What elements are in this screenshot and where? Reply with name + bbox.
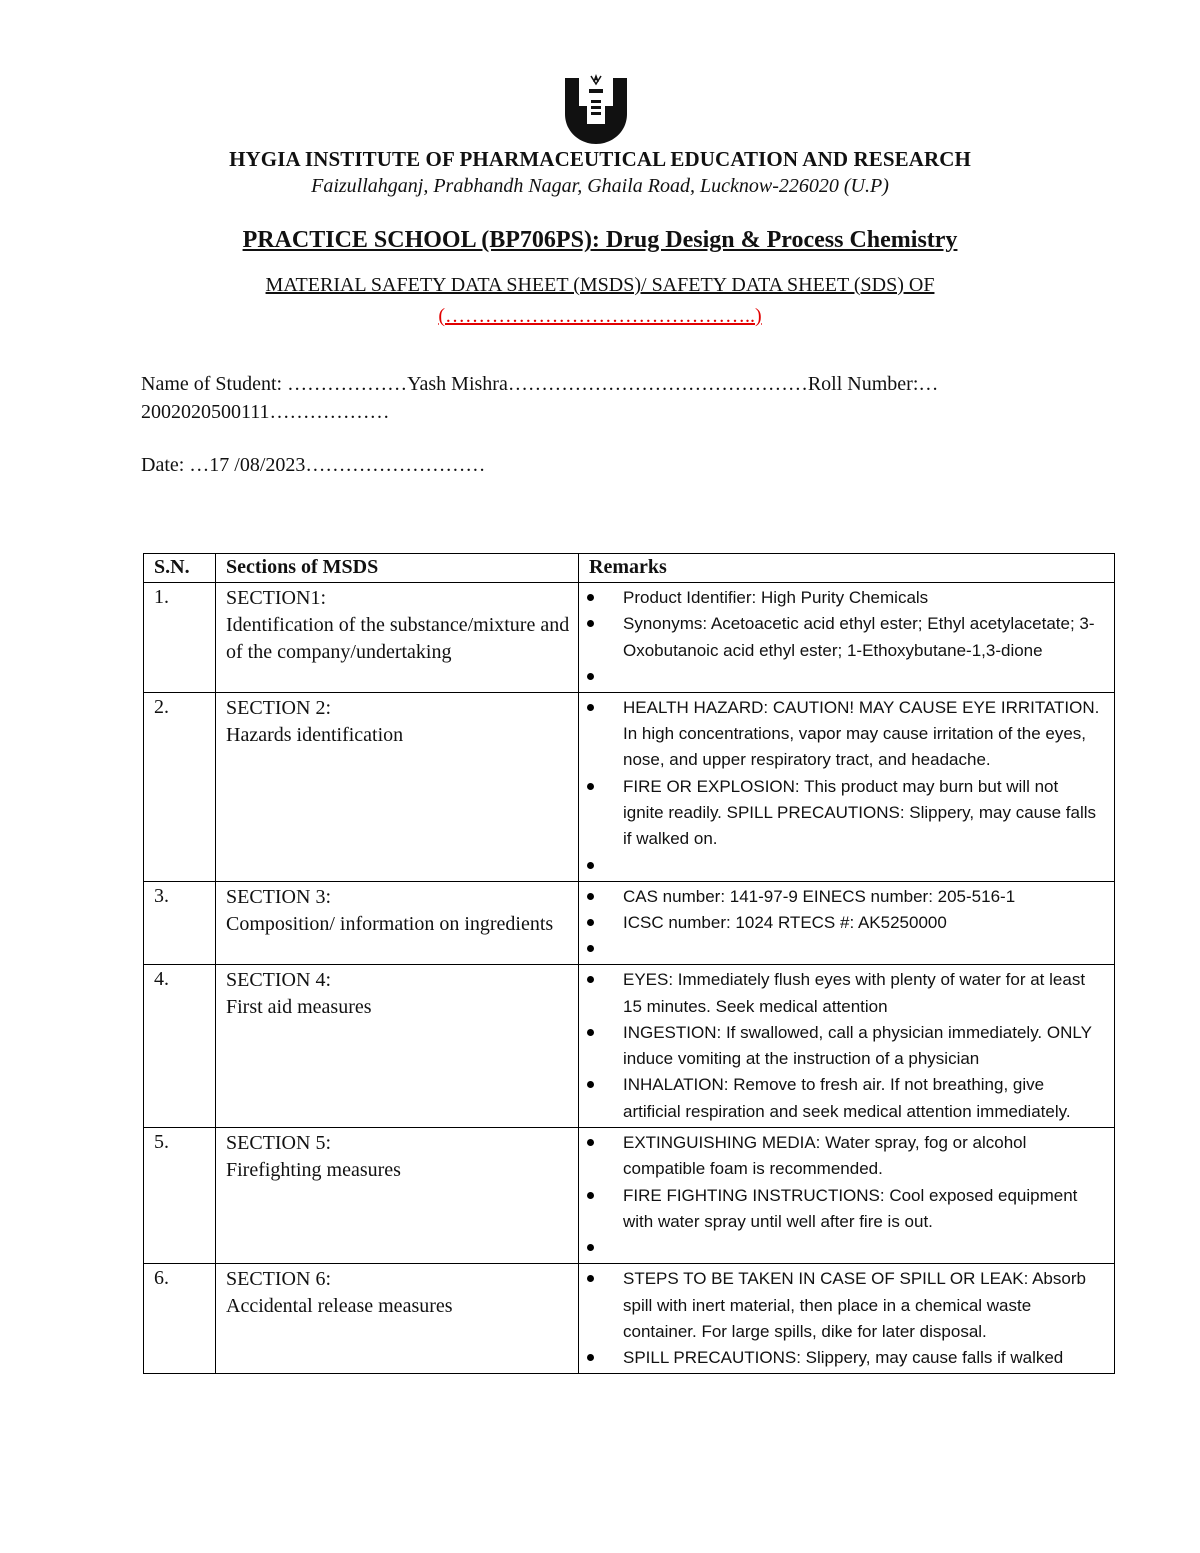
section-description: Firefighting measures	[226, 1159, 401, 1182]
remark-text: CAS number: 141-97-9 EINECS number: 205-516-1	[623, 886, 1016, 906]
bullet-icon	[587, 1081, 594, 1088]
row-remarks	[579, 583, 1115, 693]
remark-text: FIRE OR EXPLOSION: This product may burn but will not ignite readily. SPILL PRECAUTIONS: Slippery, may cause falls if walked on.	[623, 776, 1097, 849]
remark-text: EYES: Immediately flush eyes with plenty of water for at least 15 minutes. Seek medical attention	[623, 970, 1086, 1016]
row-sn: 3.	[144, 881, 216, 965]
institute-logo	[560, 70, 632, 146]
row-sn: 6.	[144, 1264, 216, 1374]
remark-item	[587, 664, 1100, 690]
row-section	[216, 881, 579, 965]
msds-table	[143, 553, 1115, 1374]
bullet-icon	[587, 945, 594, 952]
remark-text: Synonyms: Acetoacetic acid ethyl ester; Ethyl acetylacetate; 3-Oxobutanoic acid ethyl ester; 1-Ethoxybutane-1,3-dione	[623, 614, 1095, 660]
remarks-list	[579, 1264, 1114, 1373]
row-section	[216, 583, 579, 693]
remark-text: INGESTION: If swallowed, call a physician immediately. ONLY induce vomiting at the instruction of a physician	[623, 1022, 1092, 1069]
section-description: Hazards identification	[226, 723, 404, 746]
row-section	[216, 692, 579, 881]
remark-item	[587, 774, 1100, 853]
row-remarks	[579, 1128, 1115, 1264]
remark-item	[587, 1235, 1100, 1261]
remark-item	[587, 936, 1100, 962]
remark-item	[587, 853, 1100, 879]
header-sections: Sections of MSDS	[216, 554, 579, 583]
table-row	[144, 692, 1115, 881]
remark-item	[587, 585, 1100, 611]
remark-item	[587, 1072, 1100, 1125]
student-info-line: Name of Student: ………………Yash Mishra………………………………………Roll Number:… 2002020500111………………	[141, 373, 939, 423]
row-sn: 1.	[144, 583, 216, 693]
table-row	[144, 1128, 1115, 1264]
table-header-row	[144, 554, 1115, 583]
remark-text: SPILL PRECAUTIONS: Slippery, may cause falls if walked	[623, 1348, 1064, 1368]
remarks-list	[579, 1128, 1114, 1263]
remark-item	[587, 695, 1100, 774]
row-remarks	[579, 881, 1115, 965]
bullet-icon	[587, 1244, 594, 1251]
remark-text: ICSC number: 1024 RTECS #: AK5250000	[623, 912, 947, 932]
remark-item	[587, 1020, 1100, 1073]
section-description: First aid measures	[226, 996, 372, 1019]
bullet-icon	[587, 1275, 594, 1282]
bullet-icon	[587, 704, 594, 711]
course-title: PRACTICE SCHOOL (BP706PS): Drug Design & Process Chemistry	[242, 227, 958, 253]
section-description: Composition/ information on ingredients	[226, 912, 554, 935]
section-title: SECTION1:	[226, 587, 326, 609]
table-row	[144, 583, 1115, 693]
bullet-icon	[587, 919, 594, 926]
institute-name: HYGIA INSTITUTE OF PHARMACEUTICAL EDUCATION AND RESEARCH	[229, 147, 971, 171]
remark-item	[587, 1130, 1100, 1183]
sheet-title: MATERIAL SAFETY DATA SHEET (MSDS)/ SAFETY DATA SHEET (SDS) OF	[265, 274, 935, 296]
remark-text: STEPS TO BE TAKEN IN CASE OF SPILL OR LEAK: Absorb spill with inert material, then place in a chemical waste container. For large spills, dike for later disposal.	[623, 1269, 1086, 1341]
bullet-icon	[587, 1354, 594, 1361]
sheet-blank-placeholder: (………………………………………..)	[438, 305, 762, 327]
row-remarks	[579, 1264, 1115, 1374]
remark-item	[587, 884, 1100, 910]
remark-item	[587, 967, 1100, 1020]
row-section	[216, 1128, 579, 1264]
bullet-icon	[587, 1029, 594, 1036]
bullet-icon	[587, 862, 594, 869]
remark-item	[587, 611, 1100, 664]
remark-text: INHALATION: Remove to fresh air. If not breathing, give artificial respiration and seek medical attention immediately.	[623, 1075, 1071, 1121]
bullet-icon	[587, 893, 594, 900]
bullet-icon	[587, 620, 594, 627]
remarks-list	[579, 583, 1114, 692]
section-title: SECTION 4:	[226, 969, 331, 992]
remarks-list	[579, 965, 1114, 1127]
row-sn: 5.	[144, 1128, 216, 1264]
bullet-icon	[587, 673, 594, 680]
row-sn: 2.	[144, 692, 216, 881]
remark-item	[587, 1345, 1100, 1371]
header-remarks: Remarks	[579, 554, 1115, 583]
remark-item	[587, 1183, 1100, 1236]
bullet-icon	[587, 1139, 594, 1146]
section-description: Identification of the substance/mixture and of the company/undertaking	[226, 614, 570, 663]
remark-text: Product Identifier: High Purity Chemicals	[623, 588, 929, 607]
remark-item	[587, 910, 1100, 936]
row-remarks	[579, 965, 1115, 1128]
row-remarks	[579, 692, 1115, 881]
institute-address: Faizullahganj, Prabhandh Nagar, Ghaila Road, Lucknow-226020 (U.P)	[311, 175, 889, 197]
remarks-list	[579, 693, 1114, 881]
remark-item	[587, 1266, 1100, 1345]
table-row	[144, 965, 1115, 1128]
remark-text: HEALTH HAZARD: CAUTION! MAY CAUSE EYE IRRITATION. In high concentrations, vapor may cause irritation of the eyes, nose, and upper respiratory tract, and headache.	[623, 697, 1100, 770]
remark-text: EXTINGUISHING MEDIA: Water spray, fog or alcohol compatible foam is recommended.	[623, 1133, 1027, 1179]
bullet-icon	[587, 1192, 594, 1199]
date-line: Date: …17 /08/2023………………………	[141, 454, 486, 476]
bullet-icon	[587, 976, 594, 983]
remarks-list	[579, 882, 1114, 965]
table-row	[144, 881, 1115, 965]
remark-text: FIRE FIGHTING INSTRUCTIONS: Cool exposed equipment with water spray until well after fire is out.	[623, 1185, 1078, 1231]
section-title: SECTION 2:	[226, 696, 331, 719]
bullet-icon	[587, 594, 594, 601]
table-row	[144, 1264, 1115, 1374]
header-sn: S.N.	[144, 554, 216, 583]
section-title: SECTION 6:	[226, 1268, 331, 1291]
bullet-icon	[587, 783, 594, 790]
section-title: SECTION 5:	[226, 1132, 331, 1155]
section-description: Accidental release measures	[226, 1295, 453, 1318]
row-section	[216, 965, 579, 1128]
row-sn: 4.	[144, 965, 216, 1128]
section-title: SECTION 3:	[226, 885, 331, 908]
row-section	[216, 1264, 579, 1374]
